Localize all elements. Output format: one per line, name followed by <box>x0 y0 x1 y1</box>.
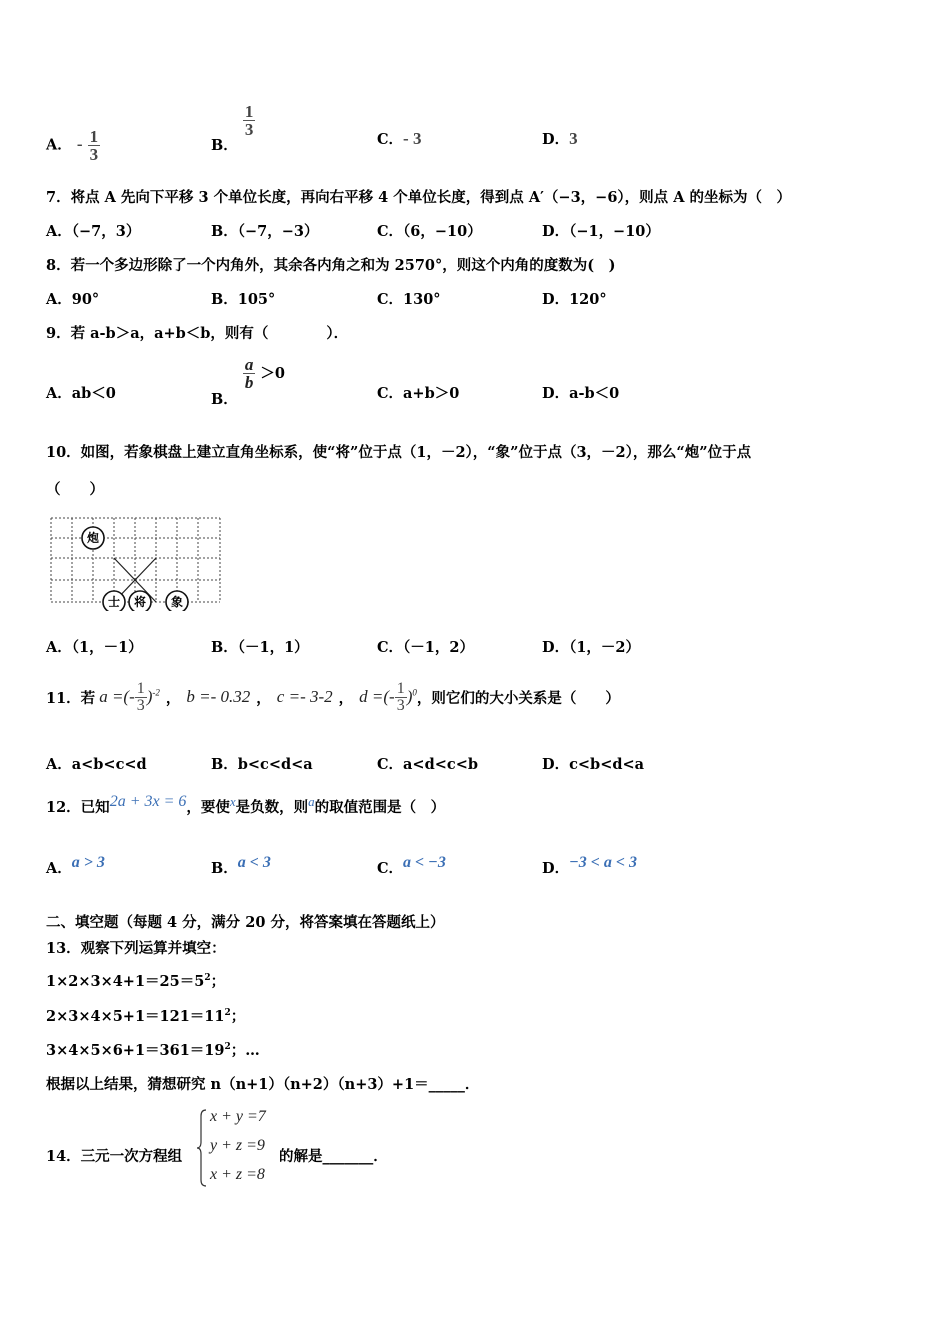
q7-option-d: D．（−1，−10） <box>542 223 660 240</box>
q6-option-a-fraction: $\frac{1}{3}$ <box>89 127 99 164</box>
jiang-piece-label: 将 <box>133 595 147 609</box>
q12-option-d: D．−3 < a < 3 <box>542 854 638 877</box>
q6-option-c: C．- 3 <box>377 129 422 148</box>
q11-stem: 11．若 a =(- $\frac{1}{3}$ )$^{-2}$ ， b =- 0.3 2 ， c =- 3 -2 ， d =(- $\frac{1}{3}$ )$^0$ ，则它们的大小关系是（ ） <box>46 679 620 714</box>
q13-line-2: $2\times 3\times 4\times 5+1=121=11^2$； <box>46 1008 246 1025</box>
q14-prefix: 14．三元一次方程组 <box>46 1148 183 1165</box>
q14-equation-system <box>196 1108 276 1188</box>
q9-stem: 9．若 a-b＞a，a+b＜b，则有（ ）． <box>46 325 349 342</box>
pao-piece-label: 炮 <box>86 531 100 545</box>
q10-option-d: D．（1，－2） <box>542 639 641 656</box>
q7-option-a: A．（−7，3） <box>46 223 141 240</box>
q14-suffix: 的解是_______． <box>279 1148 388 1165</box>
q10-stem-line1: 10．如图，若象棋盘上建立直角坐标系，使“将”位于点（1，－2），“象”位于点（3，－2），那么“炮”位于点 <box>46 444 752 461</box>
q8-option-d: D．120° <box>542 291 607 308</box>
left-brace-icon <box>196 1108 208 1188</box>
q8-option-a: A．90° <box>46 291 100 308</box>
q12-option-c: C．a < −3 <box>377 854 446 877</box>
q12-stem: 12．已知 2a + 3x = 6 ，要使 x 是负数，则 a 的取值范围是（ ） <box>46 793 446 816</box>
q8-stem: 8．若一个多边形除了一个内角外，其余各内角之和为 2570°，则这个内角的度数为( ) <box>46 257 616 274</box>
q7-option-c: C．（6，−10） <box>377 223 482 240</box>
shi-piece-label: 士 <box>107 595 121 609</box>
q7-option-b: B．（−7，−3） <box>211 223 319 240</box>
q9-option-b: B． $\frac{a}{b}$ ＞0 <box>211 355 285 408</box>
q10-option-a: A．（1，－1） <box>46 639 143 656</box>
q14-equation-3: x + z =8 <box>210 1166 265 1183</box>
q13-conclusion: 根据以上结果，猜想研究 n（n+1）（n+2）（n+3）+1＝_____． <box>46 1076 480 1093</box>
q11-option-b: B．b<c<d<a <box>211 756 313 773</box>
q9-option-d: D．a-b＜0 <box>542 385 620 402</box>
q11-a-fraction: $\frac{1}{3}$ <box>136 679 145 714</box>
q12-option-b: B．a < 3 <box>211 854 271 877</box>
q6-option-a: A． - $\frac{1}{3}$ <box>46 127 99 164</box>
q9-option-c: C．a+b＞0 <box>377 385 460 402</box>
q11-option-d: D．c<b<d<a <box>542 756 645 773</box>
q10-option-b: B．（－1，1） <box>211 639 309 656</box>
q13-line-3: $3\times 4\times 5\times 6+1=361=19^2$；… <box>46 1042 260 1059</box>
q9-option-b-fraction: $\frac{a}{b}$ <box>244 355 254 392</box>
xiang-piece-label: 象 <box>170 595 184 609</box>
q10-stem-line2: （ ） <box>46 481 104 498</box>
q11-option-c: C．a<d<c<b <box>377 756 478 773</box>
q12-option-a: A．a > 3 <box>46 854 105 877</box>
q6-option-d: D．3 <box>542 129 578 148</box>
q13-line-1: $1\times 2\times 3\times 4+1=25=5^2$； <box>46 973 226 990</box>
q11-d-fraction: $\frac{1}{3}$ <box>396 679 405 714</box>
q8-option-b: B．105° <box>211 291 276 308</box>
q11-option-a: A．a<b<c<d <box>46 756 147 773</box>
chessboard-figure <box>48 515 224 611</box>
section-2-title: 二、填空题（每题 4 分，满分 20 分，将答案填在答题纸上） <box>46 914 445 931</box>
q7-stem: 7．将点 A 先向下平移 3 个单位长度，再向右平移 4 个单位长度，得到点 A′（−3，−6），则点 A 的坐标为（ ） <box>46 189 791 206</box>
q10-option-c: C．（－1，2） <box>377 639 474 656</box>
q9-option-a: A．ab＜0 <box>46 385 116 402</box>
q6-option-b: B． $\frac{1}{3}$ <box>211 102 254 154</box>
q6-option-b-fraction: $\frac{1}{3}$ <box>244 102 254 139</box>
q14-equation-1: x + y =7 <box>210 1108 266 1125</box>
q14-equation-2: y + z =9 <box>210 1137 265 1154</box>
q13-stem: 13．观察下列运算并填空： <box>46 940 226 957</box>
q8-option-c: C．130° <box>377 291 441 308</box>
